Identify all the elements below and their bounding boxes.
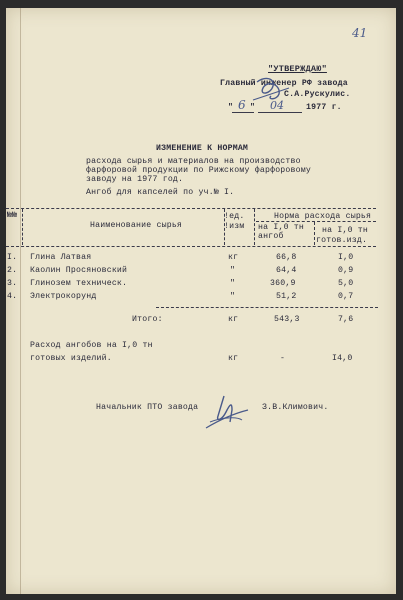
row-norm-b: 5,0 [338, 279, 354, 288]
row-name: Глинозем техническ. [30, 279, 128, 288]
document-title: ИЗМЕНЕНИЕ К НОРМАМ [156, 144, 249, 153]
row-norm-b: 0,7 [338, 292, 354, 301]
date-year: 1977 г. [306, 103, 342, 112]
total-norm-b: 7,6 [338, 315, 354, 324]
row-unit: " [230, 266, 236, 275]
col-header-norm-a-1: на I,0 тн [258, 223, 305, 232]
row-name: Каолин Просяновский [30, 266, 128, 275]
date-close-quote: " [250, 103, 256, 112]
heading-line2: фарфоровой продукции по Рижскому фарфоровому [86, 166, 311, 175]
row-norm-a: 66,8 [276, 253, 297, 262]
consumption-norm-b: I4,0 [332, 354, 353, 363]
total-rule [156, 307, 378, 308]
date-month: 04 [270, 99, 284, 112]
row-norm-b: I,0 [338, 253, 354, 262]
date-day: 6 [238, 98, 246, 112]
row-norm-a: 51,2 [276, 292, 297, 301]
approval-line2: С.А.Рускулис. [284, 90, 351, 99]
row-unit: кг [228, 253, 239, 262]
col-divider-unit [254, 209, 255, 245]
total-label: Итого: [132, 315, 163, 324]
page-fold [20, 8, 21, 594]
row-num: I. [7, 253, 18, 262]
total-norm-a: 543,3 [274, 315, 300, 324]
row-norm-b: 0,9 [338, 266, 354, 275]
page-number: 41 [352, 26, 368, 40]
row-unit: " [230, 279, 236, 288]
row-num: 4. [7, 292, 18, 301]
col-header-num: №№ [7, 211, 18, 220]
total-unit: кг [228, 315, 239, 324]
col-header-name: Наименование сырья [90, 221, 183, 230]
heading-line4: Ангоб для капселей по уч.№ I. [86, 188, 235, 197]
heading-line3: заводу на 1977 год. [86, 175, 184, 184]
row-name: Электрокорунд [30, 292, 97, 301]
date-day-line [232, 112, 254, 113]
consumption-norm-a: - [280, 354, 286, 363]
col-header-norm-a-2: ангоб [258, 232, 284, 241]
row-norm-a: 360,9 [270, 279, 296, 288]
table-header-rule [6, 246, 376, 247]
row-name: Глина Латвая [30, 253, 92, 262]
footer-position: Начальник ПТО завода [96, 403, 199, 412]
col-header-norm: Норма расхода сырья [274, 212, 372, 221]
consumption-line1: Расход ангобов на I,0 тн [30, 341, 153, 350]
consumption-line2: готовых изделий. [30, 354, 112, 363]
document-page [6, 8, 396, 594]
date-open-quote: " [228, 103, 234, 112]
col-divider-num [22, 209, 23, 245]
footer-signature [202, 392, 252, 434]
date-month-line [258, 112, 302, 113]
approval-line1: Главный инженер РФ завода [220, 79, 348, 88]
footer-name: З.В.Климович. [262, 403, 329, 412]
col-header-norm-b-2: готов.изд. [316, 236, 368, 245]
row-norm-a: 64,4 [276, 266, 297, 275]
col-header-norm-b-1: на I,0 тн [322, 226, 369, 235]
norm-subheader-rule [256, 221, 376, 222]
row-num: 3. [7, 279, 18, 288]
col-header-unit-2: !изм [224, 222, 245, 231]
consumption-unit: кг [228, 354, 239, 363]
row-num: 2. [7, 266, 18, 275]
col-header-unit-1: !ед. [224, 212, 245, 221]
approval-title: "УТВЕРЖДАЮ" [268, 64, 327, 74]
heading-line1: расхода сырья и материалов на производство [86, 157, 301, 166]
col-divider-norm [314, 222, 315, 245]
row-unit: " [230, 292, 236, 301]
table-top-rule [6, 208, 376, 209]
